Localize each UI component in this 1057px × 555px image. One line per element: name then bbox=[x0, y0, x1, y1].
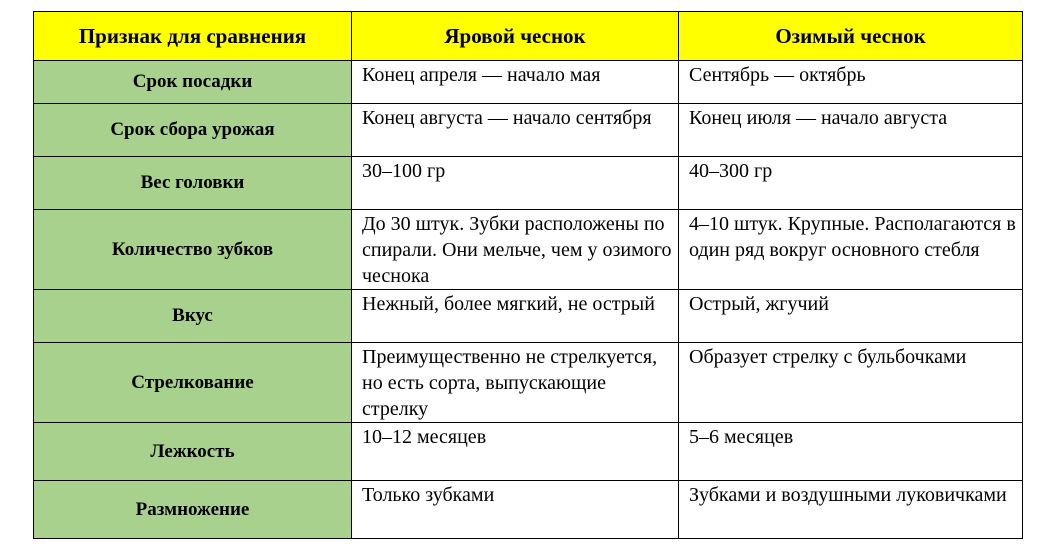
table-row bbox=[34, 423, 1023, 481]
row-label: Количество зубков bbox=[34, 210, 352, 290]
table-row bbox=[34, 157, 1023, 210]
winter-value: 4–10 штук. Крупные. Располагаются в один ряд вокруг основного стебля bbox=[679, 210, 1023, 290]
table-row bbox=[34, 210, 1023, 290]
winter-value: Острый, жгучий bbox=[679, 290, 1023, 343]
row-label: Вес головки bbox=[34, 157, 352, 210]
table-row bbox=[34, 343, 1023, 423]
table-row bbox=[34, 290, 1023, 343]
header-criterion: Признак для сравнения bbox=[34, 12, 352, 61]
spring-value: Только зубками bbox=[352, 481, 679, 539]
winter-value: 5–6 месяцев bbox=[679, 423, 1023, 481]
winter-value: Сентябрь — октябрь bbox=[679, 61, 1023, 104]
winter-value: Конец июля — начало августа bbox=[679, 104, 1023, 157]
row-label: Срок посадки bbox=[34, 61, 352, 104]
header-spring-garlic: Яровой чеснок bbox=[352, 12, 679, 61]
winter-value: 40–300 гр bbox=[679, 157, 1023, 210]
row-label: Размножение bbox=[34, 481, 352, 539]
spring-value: 30–100 гр bbox=[352, 157, 679, 210]
row-label: Стрелкование bbox=[34, 343, 352, 423]
table-row bbox=[34, 61, 1023, 104]
table-row bbox=[34, 481, 1023, 539]
spring-value: До 30 штук. Зубки расположены по спирали. Они мельче, чем у озимого чеснока bbox=[352, 210, 679, 290]
spring-value: 10–12 месяцев bbox=[352, 423, 679, 481]
table-row bbox=[34, 104, 1023, 157]
spring-value: Конец августа — начало сентября bbox=[352, 104, 679, 157]
winter-value: Зубками и воздушными луковичками bbox=[679, 481, 1023, 539]
garlic-comparison-table bbox=[33, 11, 1023, 539]
spring-value: Конец апреля — начало мая bbox=[352, 61, 679, 104]
spring-value: Преимущественно не стрелкуется, но есть сорта, выпускающие стрелку bbox=[352, 343, 679, 423]
header-winter-garlic: Озимый чеснок bbox=[679, 12, 1023, 61]
spring-value: Нежный, более мягкий, не острый bbox=[352, 290, 679, 343]
header-row bbox=[34, 12, 1023, 61]
row-label: Лежкость bbox=[34, 423, 352, 481]
row-label: Вкус bbox=[34, 290, 352, 343]
winter-value: Образует стрелку с бульбочками bbox=[679, 343, 1023, 423]
row-label: Срок сбора урожая bbox=[34, 104, 352, 157]
